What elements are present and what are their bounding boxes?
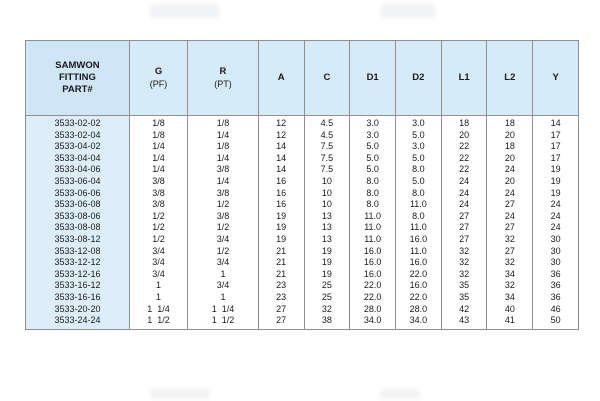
cell-r: 1/4 — [188, 153, 259, 165]
cell-part-number: 3533-12-16 — [26, 269, 130, 281]
cell-l1: 18 — [441, 116, 487, 130]
cell-c: 10 — [304, 199, 350, 211]
cell-c: 19 — [304, 269, 350, 281]
cell-part-number: 3533-12-08 — [26, 246, 130, 258]
cell-y: 36 — [533, 269, 579, 281]
cell-d1: 11.0 — [350, 234, 396, 246]
header-r-sub: (PT) — [214, 79, 232, 89]
cell-r: 3/8 — [188, 211, 259, 223]
cell-part-number: 3533-16-16 — [26, 292, 130, 304]
cell-l1: 32 — [441, 246, 487, 258]
cell-r: 1/2 — [188, 222, 259, 234]
cell-y: 30 — [533, 246, 579, 258]
cell-d2: 5.0 — [396, 153, 442, 165]
header-g — [129, 41, 187, 116]
cell-d2: 3.0 — [396, 116, 442, 130]
cell-c: 25 — [304, 280, 350, 292]
cell-g: 1 — [129, 280, 187, 292]
cell-a: 27 — [258, 315, 304, 329]
cell-c: 7.5 — [304, 153, 350, 165]
cell-a: 19 — [258, 211, 304, 223]
cell-d1: 11.0 — [350, 222, 396, 234]
cell-d1: 8.0 — [350, 199, 396, 211]
cell-c: 4.5 — [304, 116, 350, 130]
cell-d1: 8.0 — [350, 176, 396, 188]
cell-d1: 11.0 — [350, 211, 396, 223]
cell-g: 3/4 — [129, 246, 187, 258]
cell-part-number: 3533-04-06 — [26, 164, 130, 176]
cell-a: 21 — [258, 246, 304, 258]
header-g-label: G — [154, 66, 163, 77]
cell-g: 1 — [129, 292, 187, 304]
cell-d2: 11.0 — [396, 199, 442, 211]
cell-d1: 22.0 — [350, 280, 396, 292]
cell-d1: 5.0 — [350, 153, 396, 165]
cell-l2: 18 — [487, 141, 533, 153]
table-row — [26, 211, 579, 223]
table-row — [26, 164, 579, 176]
table-row — [26, 280, 579, 292]
cell-y: 19 — [533, 188, 579, 200]
cell-l2: 27 — [487, 199, 533, 211]
cell-a: 16 — [258, 188, 304, 200]
cell-l1: 22 — [441, 164, 487, 176]
cell-c: 38 — [304, 315, 350, 329]
cell-part-number: 3533-12-12 — [26, 257, 130, 269]
cell-l2: 20 — [487, 153, 533, 165]
cell-y: 17 — [533, 130, 579, 142]
cell-r: 3/8 — [188, 164, 259, 176]
cell-a: 16 — [258, 199, 304, 211]
cell-part-number: 3533-06-06 — [26, 188, 130, 200]
cell-y: 24 — [533, 199, 579, 211]
cell-y: 17 — [533, 141, 579, 153]
cell-r: 1 1/2 — [188, 315, 259, 329]
header-part-number-label: SAMWON FITTING PART# — [55, 60, 100, 95]
table-row — [26, 141, 579, 153]
cell-d2: 16.0 — [396, 280, 442, 292]
cell-l2: 32 — [487, 280, 533, 292]
cell-c: 4.5 — [304, 130, 350, 142]
cell-a: 23 — [258, 280, 304, 292]
cell-g: 3/8 — [129, 188, 187, 200]
cell-g: 1/2 — [129, 211, 187, 223]
cell-y: 30 — [533, 257, 579, 269]
cell-l2: 27 — [487, 222, 533, 234]
table-row — [26, 199, 579, 211]
cell-d1: 16.0 — [350, 269, 396, 281]
cell-part-number: 3533-06-08 — [26, 199, 130, 211]
cell-part-number: 3533-04-02 — [26, 141, 130, 153]
cell-r: 1/8 — [188, 141, 259, 153]
cell-y: 36 — [533, 292, 579, 304]
table-row — [26, 257, 579, 269]
cell-r: 1/8 — [188, 116, 259, 130]
cell-l1: 24 — [441, 199, 487, 211]
cell-c: 13 — [304, 234, 350, 246]
header-d1: D1 — [350, 41, 396, 116]
table-row — [26, 315, 579, 329]
cell-a: 21 — [258, 269, 304, 281]
cell-d2: 22.0 — [396, 292, 442, 304]
cell-part-number: 3533-02-04 — [26, 130, 130, 142]
cell-a: 14 — [258, 164, 304, 176]
cell-part-number: 3533-04-04 — [26, 153, 130, 165]
cell-a: 12 — [258, 130, 304, 142]
cell-y: 24 — [533, 222, 579, 234]
cell-y: 36 — [533, 280, 579, 292]
cell-c: 32 — [304, 304, 350, 316]
cell-c: 10 — [304, 176, 350, 188]
cell-c: 7.5 — [304, 164, 350, 176]
cell-d1: 28.0 — [350, 304, 396, 316]
cell-r: 3/4 — [188, 257, 259, 269]
cell-l1: 22 — [441, 153, 487, 165]
cell-g: 3/8 — [129, 176, 187, 188]
cell-l2: 41 — [487, 315, 533, 329]
header-d2: D2 — [396, 41, 442, 116]
cell-d2: 8.0 — [396, 211, 442, 223]
cell-l2: 32 — [487, 257, 533, 269]
cell-y: 46 — [533, 304, 579, 316]
blurred-footer-strip — [0, 383, 600, 401]
cell-d1: 34.0 — [350, 315, 396, 329]
cell-c: 19 — [304, 257, 350, 269]
cell-l2: 32 — [487, 234, 533, 246]
cell-part-number: 3533-08-08 — [26, 222, 130, 234]
header-r — [188, 41, 259, 116]
cell-a: 14 — [258, 141, 304, 153]
cell-l1: 27 — [441, 234, 487, 246]
cell-d2: 3.0 — [396, 141, 442, 153]
header-a: A — [258, 41, 304, 116]
cell-d1: 3.0 — [350, 116, 396, 130]
cell-part-number: 3533-24-24 — [26, 315, 130, 329]
cell-d2: 11.0 — [396, 222, 442, 234]
cell-l1: 20 — [441, 130, 487, 142]
cell-l1: 27 — [441, 211, 487, 223]
cell-g: 1/4 — [129, 164, 187, 176]
cell-d1: 5.0 — [350, 141, 396, 153]
blurred-header-strip — [0, 0, 600, 30]
cell-g: 1 1/4 — [129, 304, 187, 316]
cell-l1: 24 — [441, 176, 487, 188]
cell-r: 1/2 — [188, 246, 259, 258]
cell-part-number: 3533-06-04 — [26, 176, 130, 188]
table-row — [26, 234, 579, 246]
table-row — [26, 176, 579, 188]
cell-g: 3/4 — [129, 257, 187, 269]
table-row — [26, 292, 579, 304]
cell-l2: 20 — [487, 176, 533, 188]
cell-a: 16 — [258, 176, 304, 188]
cell-y: 19 — [533, 176, 579, 188]
cell-l2: 24 — [487, 164, 533, 176]
cell-y: 14 — [533, 116, 579, 130]
cell-c: 7.5 — [304, 141, 350, 153]
cell-c: 19 — [304, 246, 350, 258]
cell-d1: 3.0 — [350, 130, 396, 142]
cell-a: 27 — [258, 304, 304, 316]
cell-y: 19 — [533, 164, 579, 176]
cell-r: 3/4 — [188, 280, 259, 292]
table-row — [26, 269, 579, 281]
cell-d1: 22.0 — [350, 292, 396, 304]
cell-r: 1/4 — [188, 130, 259, 142]
table-row — [26, 246, 579, 258]
cell-g: 1/8 — [129, 116, 187, 130]
cell-l2: 24 — [487, 188, 533, 200]
cell-d2: 16.0 — [396, 257, 442, 269]
cell-c: 13 — [304, 211, 350, 223]
cell-d1: 16.0 — [350, 246, 396, 258]
cell-l1: 27 — [441, 222, 487, 234]
header-r-label: R — [219, 66, 227, 77]
cell-l1: 42 — [441, 304, 487, 316]
cell-l2: 34 — [487, 269, 533, 281]
cell-y: 50 — [533, 315, 579, 329]
cell-a: 19 — [258, 222, 304, 234]
cell-d2: 34.0 — [396, 315, 442, 329]
cell-part-number: 3533-08-06 — [26, 211, 130, 223]
cell-g: 1/4 — [129, 153, 187, 165]
cell-c: 25 — [304, 292, 350, 304]
header-c: C — [304, 41, 350, 116]
cell-a: 19 — [258, 234, 304, 246]
cell-g: 3/4 — [129, 269, 187, 281]
cell-c: 13 — [304, 222, 350, 234]
cell-d2: 8.0 — [396, 164, 442, 176]
cell-l1: 43 — [441, 315, 487, 329]
cell-d2: 28.0 — [396, 304, 442, 316]
cell-c: 10 — [304, 188, 350, 200]
fitting-spec-table — [25, 40, 579, 330]
header-g-sub: (PF) — [149, 79, 168, 89]
cell-d2: 22.0 — [396, 269, 442, 281]
cell-l2: 24 — [487, 211, 533, 223]
table-row — [26, 188, 579, 200]
cell-g: 1/4 — [129, 141, 187, 153]
cell-d1: 5.0 — [350, 164, 396, 176]
cell-part-number: 3533-02-02 — [26, 116, 130, 130]
cell-y: 30 — [533, 234, 579, 246]
cell-d1: 8.0 — [350, 188, 396, 200]
cell-d2: 8.0 — [396, 188, 442, 200]
cell-a: 21 — [258, 257, 304, 269]
header-l2: L2 — [487, 41, 533, 116]
cell-a: 12 — [258, 116, 304, 130]
cell-l2: 18 — [487, 116, 533, 130]
cell-y: 17 — [533, 153, 579, 165]
cell-l1: 35 — [441, 280, 487, 292]
table-row — [26, 116, 579, 130]
header-y: Y — [533, 41, 579, 116]
cell-part-number: 3533-08-12 — [26, 234, 130, 246]
cell-r: 1 1/4 — [188, 304, 259, 316]
cell-d2: 5.0 — [396, 130, 442, 142]
cell-g: 1/2 — [129, 222, 187, 234]
spec-table-container — [25, 40, 579, 330]
cell-l2: 34 — [487, 292, 533, 304]
cell-d1: 16.0 — [350, 257, 396, 269]
cell-g: 3/8 — [129, 199, 187, 211]
cell-part-number: 3533-16-12 — [26, 280, 130, 292]
cell-r: 3/8 — [188, 188, 259, 200]
cell-l1: 32 — [441, 257, 487, 269]
cell-l1: 24 — [441, 188, 487, 200]
cell-l2: 27 — [487, 246, 533, 258]
cell-d2: 5.0 — [396, 176, 442, 188]
cell-l1: 22 — [441, 141, 487, 153]
cell-l2: 20 — [487, 130, 533, 142]
table-header-row — [26, 41, 579, 116]
cell-d2: 11.0 — [396, 246, 442, 258]
cell-l1: 32 — [441, 269, 487, 281]
cell-g: 1/2 — [129, 234, 187, 246]
cell-l2: 40 — [487, 304, 533, 316]
cell-a: 23 — [258, 292, 304, 304]
cell-y: 24 — [533, 211, 579, 223]
cell-r: 3/4 — [188, 234, 259, 246]
cell-l1: 35 — [441, 292, 487, 304]
cell-r: 1/4 — [188, 176, 259, 188]
table-row — [26, 304, 579, 316]
header-l1: L1 — [441, 41, 487, 116]
cell-r: 1/2 — [188, 199, 259, 211]
cell-part-number: 3533-20-20 — [26, 304, 130, 316]
cell-a: 14 — [258, 153, 304, 165]
cell-g: 1 1/2 — [129, 315, 187, 329]
table-body — [26, 116, 579, 330]
table-row — [26, 130, 579, 142]
table-row — [26, 222, 579, 234]
table-row — [26, 153, 579, 165]
cell-r: 1 — [188, 269, 259, 281]
header-part-number — [26, 41, 130, 116]
cell-r: 1 — [188, 292, 259, 304]
cell-d2: 16.0 — [396, 234, 442, 246]
cell-g: 1/8 — [129, 130, 187, 142]
